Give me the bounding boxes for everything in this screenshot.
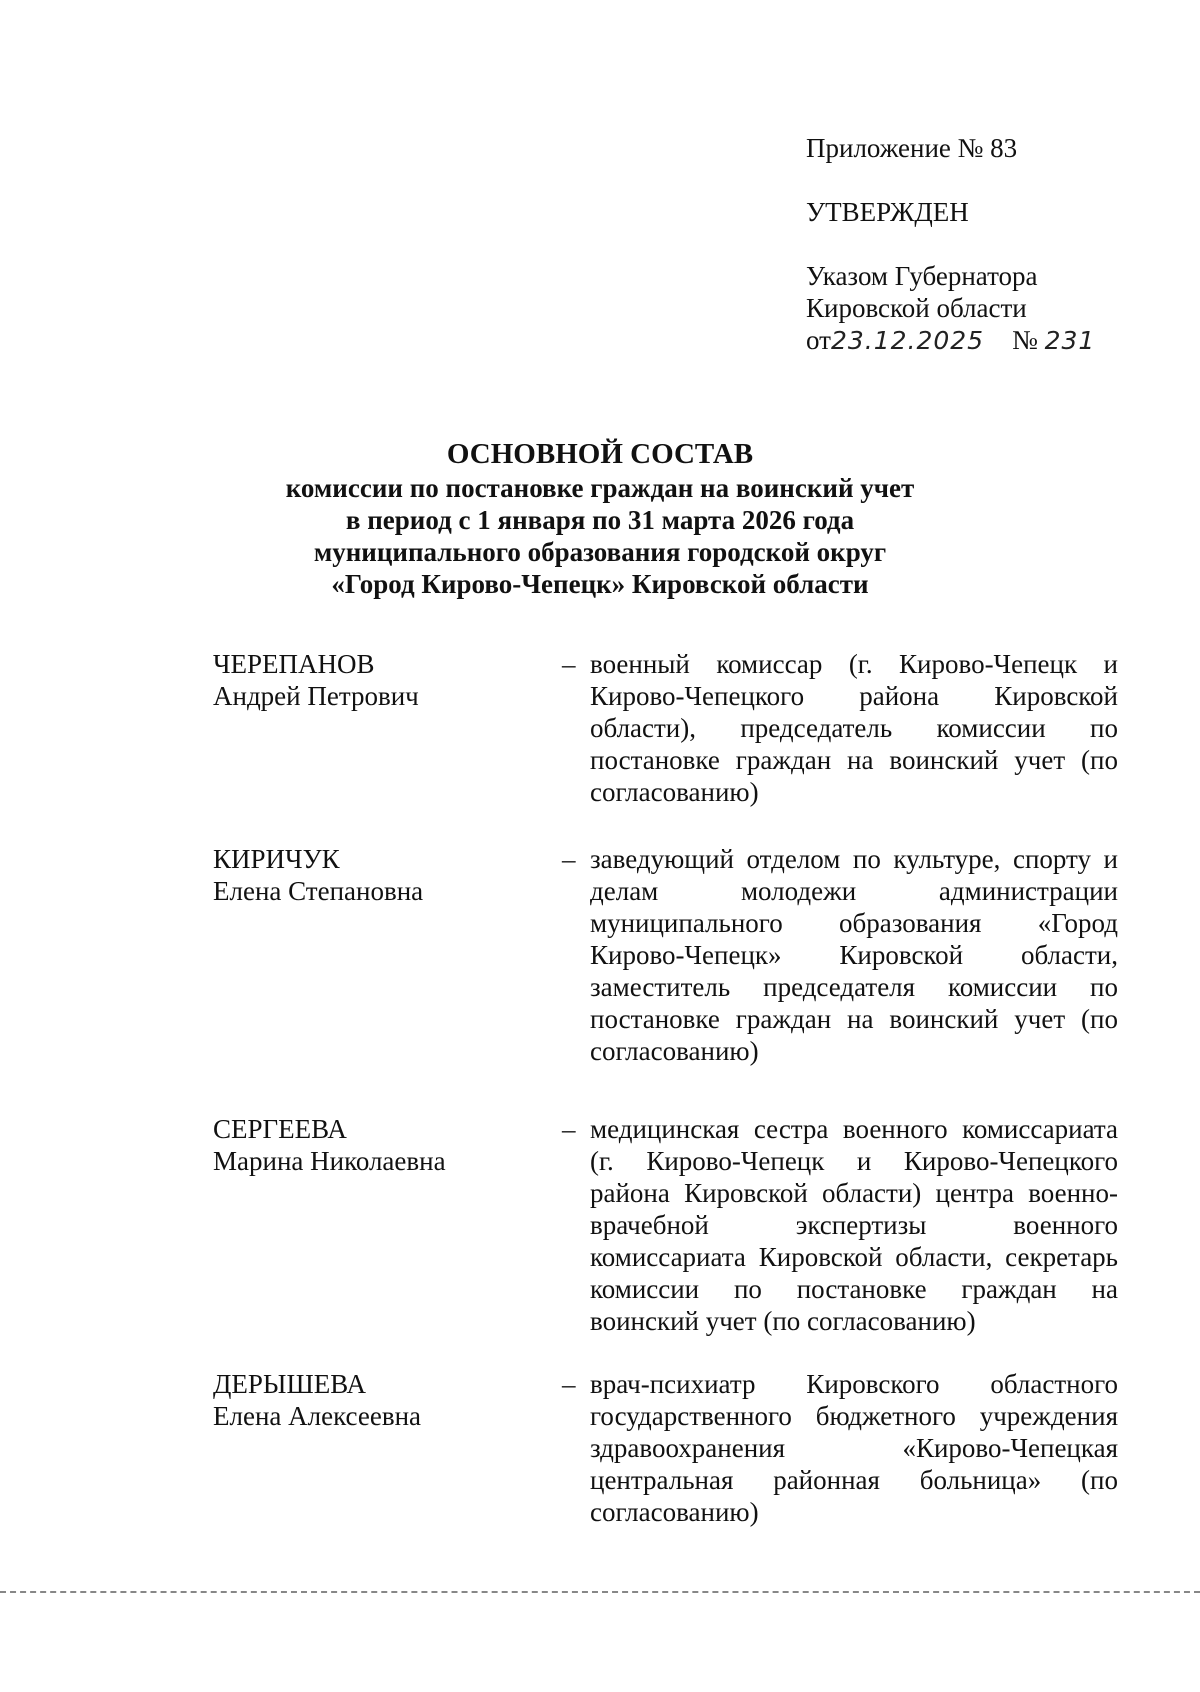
member-role: врач-психиатр Кировского областного государственного бюджетного учреждения здравоохранения «Кирово-Чепецкая центральная районная больница» (по согласованию): [590, 1369, 1118, 1527]
member-dash: –: [562, 1369, 576, 1399]
member-surname: СЕРГЕЕВА: [213, 1114, 347, 1144]
member-given-names: Елена Алексеевна: [213, 1401, 421, 1431]
member-surname: ЧЕРЕПАНОВ: [213, 649, 375, 679]
member-dash: –: [562, 1114, 576, 1144]
member-list: [0, 648, 1200, 1528]
member-name: [213, 843, 543, 907]
heading-line-3: муниципального образования городской округ: [313, 537, 887, 567]
handwritten-date: 23.12.2025: [830, 326, 985, 355]
document-heading: [150, 438, 1050, 600]
member-entry: [0, 1113, 1200, 1368]
number-prefix: №: [1012, 325, 1038, 355]
member-entry: [0, 1368, 1200, 1528]
member-entry: [0, 843, 1200, 1113]
heading-line-4: «Город Кирово-Чепецк» Кировской области: [331, 569, 869, 599]
approved-label: УТВЕРЖДЕН: [806, 197, 969, 227]
heading-line-1: комиссии по постановке граждан на воинский учет: [285, 473, 915, 503]
member-surname: КИРИЧУК: [213, 844, 340, 874]
handwritten-number: 231: [1044, 326, 1096, 355]
decree-issuer-line2: Кировской области: [806, 293, 1027, 323]
member-dash: –: [562, 844, 576, 874]
member-entry: [0, 648, 1200, 843]
member-given-names: Елена Степановна: [213, 876, 424, 906]
document-title: ОСНОВНОЙ СОСТАВ: [446, 438, 754, 470]
approval-block: [806, 132, 1166, 357]
member-role: медицинская сестра военного комиссариата (г. Кирово-Чепецк и Кирово-Чепецкого района Кировской области) центра военно-врачебной экспертизы военного комиссариата Кировской области, секретарь комиссии по постановке граждан на воинский учет (по согласованию): [590, 1114, 1118, 1336]
decree-date-line: [806, 324, 1166, 357]
decree-issuer-line1: Указом Губернатора: [806, 261, 1038, 291]
member-name: [213, 1113, 543, 1177]
appendix-number: Приложение № 83: [806, 133, 1018, 163]
member-role: военный комиссар (г. Кирово-Чепецк и Кирово-Чепецкого района Кировской области), председатель комиссии по постановке граждан на воинский учет (по согласованию): [590, 649, 1118, 807]
date-prefix: от: [806, 325, 831, 355]
member-dash: –: [562, 649, 576, 679]
member-given-names: Марина Николаевна: [213, 1146, 446, 1176]
heading-line-2: в период с 1 января по 31 марта 2026 года: [345, 505, 855, 535]
member-surname: ДЕРЫШЕВА: [213, 1369, 367, 1399]
member-given-names: Андрей Петрович: [213, 681, 419, 711]
page-bottom-dashed-line: [0, 1591, 1200, 1593]
member-role: заведующий отделом по культуре, спорту и делам молодежи администрации муниципального образования «Город Кирово-Чепецк» Кировской области, заместитель председателя комиссии по постановке граждан на воинский учет (по согласованию): [590, 844, 1118, 1066]
member-name: [213, 1368, 543, 1432]
member-name: [213, 648, 543, 712]
